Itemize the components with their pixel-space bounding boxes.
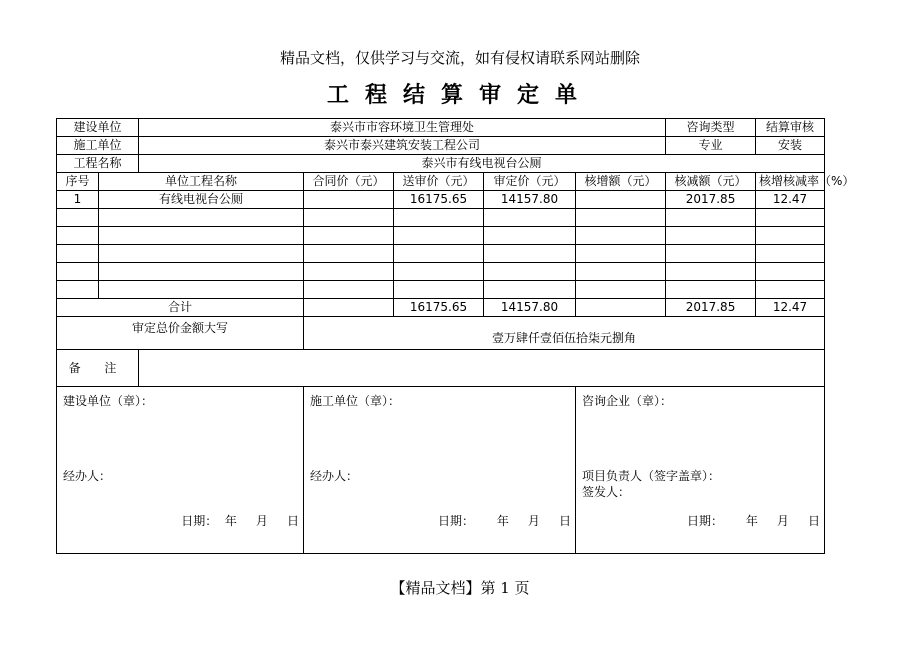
- consult-type-label: 咨询类型: [666, 119, 756, 137]
- signature-row: [57, 387, 825, 554]
- cell-decrease: [666, 209, 756, 227]
- cell-approved: [484, 227, 576, 245]
- cell-rate: [756, 263, 825, 281]
- cell-name: [99, 245, 304, 263]
- cell-name: [99, 209, 304, 227]
- col-header-name: 单位工程名称: [99, 173, 304, 191]
- project-label: 工程名称: [57, 155, 139, 173]
- info-row-construct-unit: [57, 137, 825, 155]
- table-row: [57, 227, 825, 245]
- signature-extra-label: 签发人：: [582, 485, 631, 499]
- amount-in-words-value: 壹万肆仟壹佰伍拾柒元捌角: [304, 317, 825, 350]
- cell-submitted: [394, 227, 484, 245]
- cell-name: [99, 281, 304, 299]
- amount-in-words-label: 审定总价金额大写: [57, 317, 304, 350]
- cell-rate: [756, 209, 825, 227]
- signature-handler-label: 经办人：: [63, 469, 112, 483]
- col-header-seq: 序号: [57, 173, 99, 191]
- cell-name: [99, 263, 304, 281]
- header-note: 精品文档，仅供学习与交流，如有侵权请联系网站删除: [279, 49, 640, 67]
- total-increase: [576, 299, 666, 317]
- cell-increase: [576, 263, 666, 281]
- signature-date-label: 日期： 年 月 日: [437, 514, 572, 528]
- signature-unit-label: 施工单位（章）：: [310, 394, 401, 408]
- col-header-increase: 核增额（元）: [576, 173, 666, 191]
- total-submitted: 16175.65: [394, 299, 484, 317]
- total-approved: 14157.80: [484, 299, 576, 317]
- cell-increase: [576, 281, 666, 299]
- cell-decrease: [666, 227, 756, 245]
- cell-submitted: [394, 245, 484, 263]
- cell-seq: [57, 209, 99, 227]
- signature-block-build-unit: [57, 387, 304, 554]
- cell-decrease: [666, 245, 756, 263]
- signature-unit-label: 建设单位（章）：: [63, 394, 154, 408]
- major-value: 安装: [756, 137, 825, 155]
- cell-submitted: [394, 281, 484, 299]
- remark-row: [57, 350, 825, 387]
- cell-seq: [57, 245, 99, 263]
- cell-rate: [756, 281, 825, 299]
- col-header-approved: 审定价（元）: [484, 173, 576, 191]
- cell-increase: [576, 245, 666, 263]
- col-header-rate: 核增核减率（%）: [756, 173, 825, 191]
- cell-increase: [576, 209, 666, 227]
- cell-contract: [304, 263, 394, 281]
- cell-contract: [304, 209, 394, 227]
- remark-label: 备 注: [57, 350, 139, 387]
- cell-rate: [756, 227, 825, 245]
- total-decrease: 2017.85: [666, 299, 756, 317]
- table-row: [57, 209, 825, 227]
- total-contract: [304, 299, 394, 317]
- table-row: [57, 191, 825, 209]
- cell-submitted: 16175.65: [394, 191, 484, 209]
- cell-seq: [57, 281, 99, 299]
- major-label: 专业: [666, 137, 756, 155]
- signature-unit-label: 咨询企业（章）：: [582, 394, 673, 408]
- cell-name: 有线电视台公厕: [99, 191, 304, 209]
- table-row: [57, 263, 825, 281]
- col-header-decrease: 核减额（元）: [666, 173, 756, 191]
- cell-rate: 12.47: [756, 191, 825, 209]
- cell-approved: [484, 245, 576, 263]
- cell-name: [99, 227, 304, 245]
- cell-seq: [57, 263, 99, 281]
- table-row: [57, 281, 825, 299]
- signature-date-label: 日期： 年 月 日: [181, 514, 300, 528]
- cell-decrease: 2017.85: [666, 191, 756, 209]
- construct-unit-label: 施工单位: [57, 137, 139, 155]
- cell-approved: [484, 281, 576, 299]
- info-row-build-unit: [57, 119, 825, 137]
- build-unit-label: 建设单位: [57, 119, 139, 137]
- cell-increase: [576, 227, 666, 245]
- info-row-project: [57, 155, 825, 173]
- cell-contract: [304, 191, 394, 209]
- cell-contract: [304, 227, 394, 245]
- cell-seq: [57, 227, 99, 245]
- construct-unit-value: 泰兴市泰兴建筑安装工程公司: [139, 137, 666, 155]
- form-title: 工程结算审定单: [326, 82, 593, 108]
- remark-value[interactable]: [139, 350, 825, 387]
- total-label: 合计: [57, 299, 304, 317]
- cell-decrease: [666, 263, 756, 281]
- total-rate: 12.47: [756, 299, 825, 317]
- signature-date-label: 日期： 年 月 日: [686, 514, 821, 528]
- cell-rate: [756, 245, 825, 263]
- col-header-submitted: 送审价（元）: [394, 173, 484, 191]
- cell-seq: 1: [57, 191, 99, 209]
- consult-type-value: 结算审核: [756, 119, 825, 137]
- amount-in-words-row: [57, 317, 825, 350]
- cell-approved: 14157.80: [484, 191, 576, 209]
- cell-decrease: [666, 281, 756, 299]
- column-header-row: [57, 173, 825, 191]
- col-header-contract: 合同价（元）: [304, 173, 394, 191]
- cell-contract: [304, 245, 394, 263]
- project-value: 泰兴市有线电视台公厕: [139, 155, 825, 173]
- cell-increase: [576, 191, 666, 209]
- cell-submitted: [394, 209, 484, 227]
- cell-approved: [484, 209, 576, 227]
- table-row: [57, 245, 825, 263]
- signature-block-consult-firm: [576, 387, 825, 554]
- cell-submitted: [394, 263, 484, 281]
- page-footer: 【精品文档】第 1 页: [390, 579, 530, 597]
- signature-block-construct-unit: [304, 387, 576, 554]
- cell-contract: [304, 281, 394, 299]
- signature-handler-label: 经办人：: [310, 469, 359, 483]
- total-row: [57, 299, 825, 317]
- settlement-form-table: [56, 118, 855, 554]
- signature-handler-label: 项目负责人（签字盖章）：: [582, 469, 721, 483]
- cell-approved: [484, 263, 576, 281]
- build-unit-value: 泰兴市市容环境卫生管理处: [139, 119, 666, 137]
